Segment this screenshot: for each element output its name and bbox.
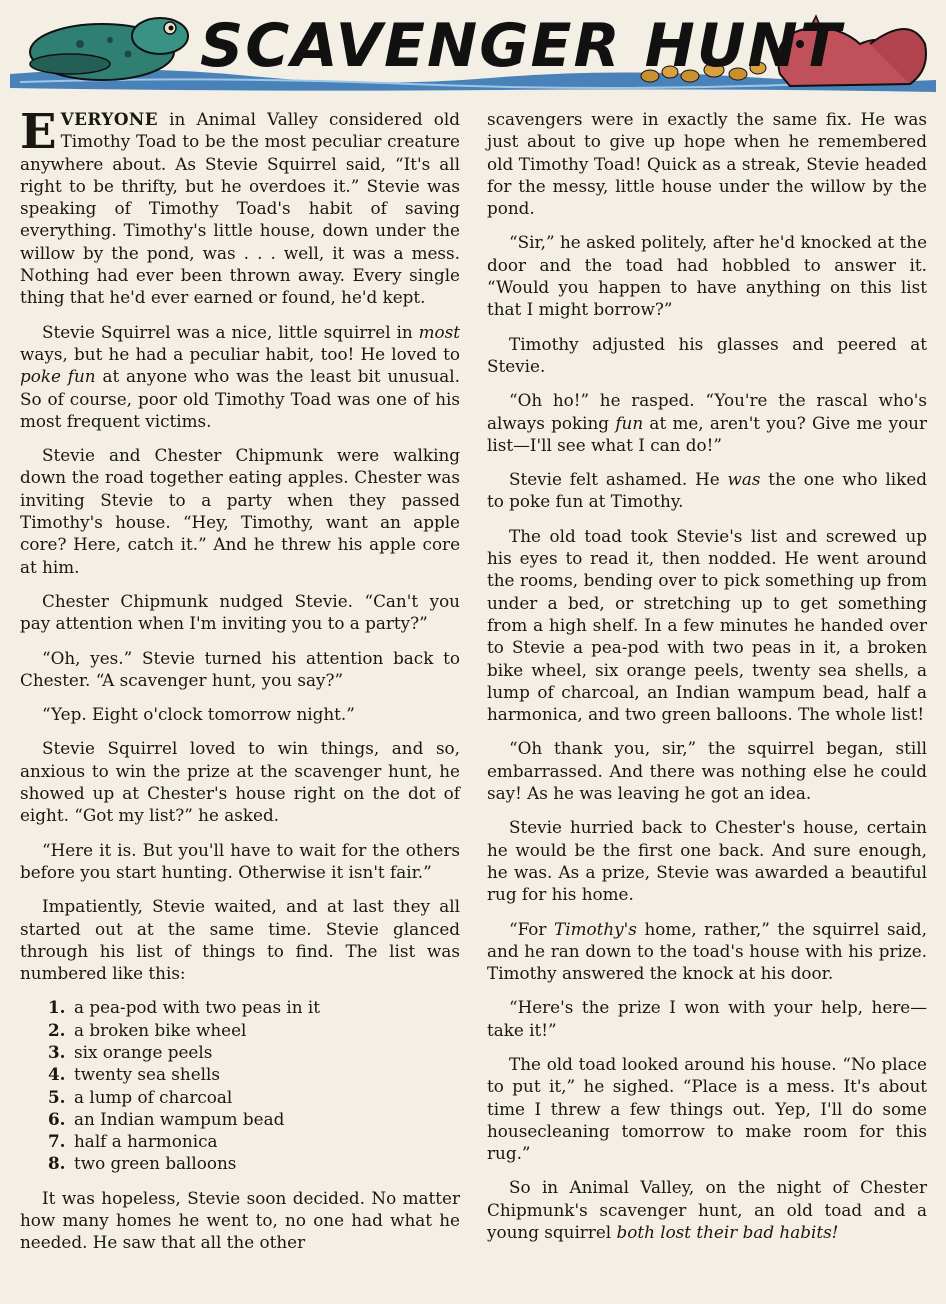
list-number: 4. — [48, 1064, 66, 1085]
list-number: 7. — [48, 1131, 66, 1152]
text-run: at me, aren't you? Give me your list—I'll see what I can do!” — [487, 412, 927, 455]
text-run: “Oh ho!” he rasped. “You're the rascal who's always poking — [487, 390, 927, 433]
paragraph — [487, 468, 927, 513]
text-run: the one who liked to poke fun at Timothy. — [487, 469, 927, 512]
list-item — [48, 1019, 460, 1041]
list-number: 2. — [48, 1019, 66, 1040]
paragraph — [487, 1176, 927, 1243]
paragraph: It was hopeless, Stevie soon decided. No matter how many homes he went to, no one had what he needed. He saw that all the other — [20, 1187, 460, 1253]
paragraph: The old toad took Stevie's list and screwed up his eyes to read it, then nodded. He went around the rooms, bending over to pick something up from under a bed, or stretching up to get something from a high shelf. In a few minutes he handed over to Stevie a pea-pod with two peas in it, a broken bike wheel, six orange peels, twenty sea shells, a lump of charcoal, an Indian wampum bead, half a harmonica, and two green balloons. The whole list! — [487, 525, 927, 725]
list-text: six orange peels — [74, 1041, 213, 1062]
paragraph: The old toad looked around his house. “No place to put it,” he sighed. “Place is a mess. It's about time I threw a few things out. Yep, I'll do some housecleaning tomorrow to make room for this rug.” — [487, 1053, 927, 1164]
paragraph: Impatiently, Stevie waited, and at last they all started out at the same time. Stevie glanced through his list of things to find. The list was numbered like this: — [20, 896, 460, 984]
first-word: VERYONE — [60, 109, 159, 129]
list-text: half a harmonica — [74, 1131, 218, 1152]
emphasis: was — [727, 469, 761, 490]
list-item — [48, 1086, 460, 1108]
paragraph — [20, 321, 460, 432]
paragraph: Stevie hurried back to Chester's house, certain he would be the first one back. And sure enough, he was. As a prize, Stevie was awarded a beautiful rug for his home. — [487, 817, 927, 905]
paragraph: “Yep. Eight o'clock tomorrow night.” — [42, 704, 355, 725]
list-number: 6. — [48, 1108, 66, 1129]
paragraph: scavengers were in exactly the same fix. He was just about to give up hope when he remembered old Timothy Toad! Quick as a streak, Stevie headed for the messy, little house under the willow by the pond. — [487, 109, 927, 219]
story-title: SCAVENGER HUNT — [200, 11, 843, 81]
paragraph: “Oh, yes.” Stevie turned his attention back to Chester. “A scavenger hunt, you say?” — [20, 647, 460, 690]
right-column — [487, 108, 927, 1255]
drop-cap: E — [20, 104, 57, 160]
title-banner — [10, 4, 936, 100]
list-item — [48, 1063, 460, 1085]
paragraph: “Sir,” he asked politely, after he'd knocked at the door and the toad had hobbled to answer it. “Would you happen to have anything on this list that I might borrow?” — [487, 232, 927, 320]
opening-text: in Animal Valley considered old Timothy Toad to be the most peculiar creature anywhere about. As Stevie Squirrel said, “It's all right to be thrifty, but he overdoes it.” Stevie was speaking of Timothy Toad's habit of saving everything. Timothy's little house, down under the willow by the pond, was . . . well, it was a mess. Nothing had ever been thrown away. Every single thing that he'd ever earned or found, he'd kept. — [20, 109, 460, 308]
list-text: a pea-pod with two peas in it — [74, 997, 321, 1018]
paragraph: “Oh thank you, sir,” the squirrel began, still embarrassed. And there was nothing else he could say! As he was leaving he got an idea. — [487, 738, 927, 804]
list-text: twenty sea shells — [74, 1064, 220, 1085]
list-number: 8. — [48, 1153, 66, 1174]
text-run: home, rather,” the squirrel said, and he ran down to the toad's house with his prize. Timothy answered the knock at his door. — [487, 918, 928, 984]
text-run: So in Animal Valley, on the night of Chester Chipmunk's scavenger hunt, an old toad and a young squirrel — [487, 1177, 927, 1243]
emphasis: both lost their bad habits! — [616, 1222, 839, 1243]
list-item — [48, 1130, 460, 1152]
list-text: a lump of charcoal — [74, 1086, 233, 1107]
list-text: two green balloons — [74, 1153, 237, 1174]
text-run: “For — [509, 918, 555, 939]
text-run: Stevie Squirrel was a nice, little squirrel in — [42, 321, 419, 342]
paragraph: Stevie and Chester Chipmunk were walking down the road together eating apples. Chester was inviting Stevie to a party when they passed Timothy's house. “Hey, Timothy, want an apple core? Here, catch it.” And he threw his apple core at him. — [20, 445, 460, 577]
paragraph: Stevie Squirrel loved to win things, and so, anxious to win the prize at the scavenger hunt, he showed up at Chester's house right on the dot of eight. “Got my list?” he asked. — [20, 738, 460, 826]
list-number: 3. — [48, 1041, 66, 1062]
list-text: a broken bike wheel — [74, 1019, 247, 1040]
text-run: ways, but he had a peculiar habit, too! He loved to — [20, 343, 460, 364]
paragraph: Chester Chipmunk nudged Stevie. “Can't you pay attention when I'm inviting you to a party?” — [20, 590, 460, 634]
text-run: at anyone who was the least bit unusual. So of course, poor old Timothy Toad was one of his most frequent victims. — [20, 366, 461, 431]
emphasis: most — [418, 321, 460, 342]
paragraph: “Here it is. But you'll have to wait for the others before you start hunting. Otherwise it isn't fair.” — [20, 839, 460, 882]
paragraph: “Here's the prize I won with your help, here—take it!” — [487, 997, 927, 1040]
emphasis: Timothy's — [554, 918, 637, 939]
list-item — [48, 1108, 460, 1130]
paragraph — [487, 389, 927, 456]
emphasis: fun — [615, 412, 644, 433]
left-column — [20, 104, 461, 1266]
paragraph: Timothy adjusted his glasses and peered at Stevie. — [487, 333, 927, 376]
paragraph — [487, 918, 927, 985]
opening-paragraph — [20, 104, 460, 309]
list-item — [48, 1152, 460, 1174]
list-item — [48, 996, 460, 1018]
list-number: 1. — [48, 997, 66, 1018]
list-text: an Indian wampum bead — [74, 1108, 285, 1129]
emphasis: poke fun — [20, 366, 96, 387]
list-number: 5. — [48, 1086, 66, 1107]
text-run: Stevie felt ashamed. He — [509, 469, 728, 490]
scavenger-list — [20, 996, 460, 1174]
list-item — [48, 1041, 460, 1063]
